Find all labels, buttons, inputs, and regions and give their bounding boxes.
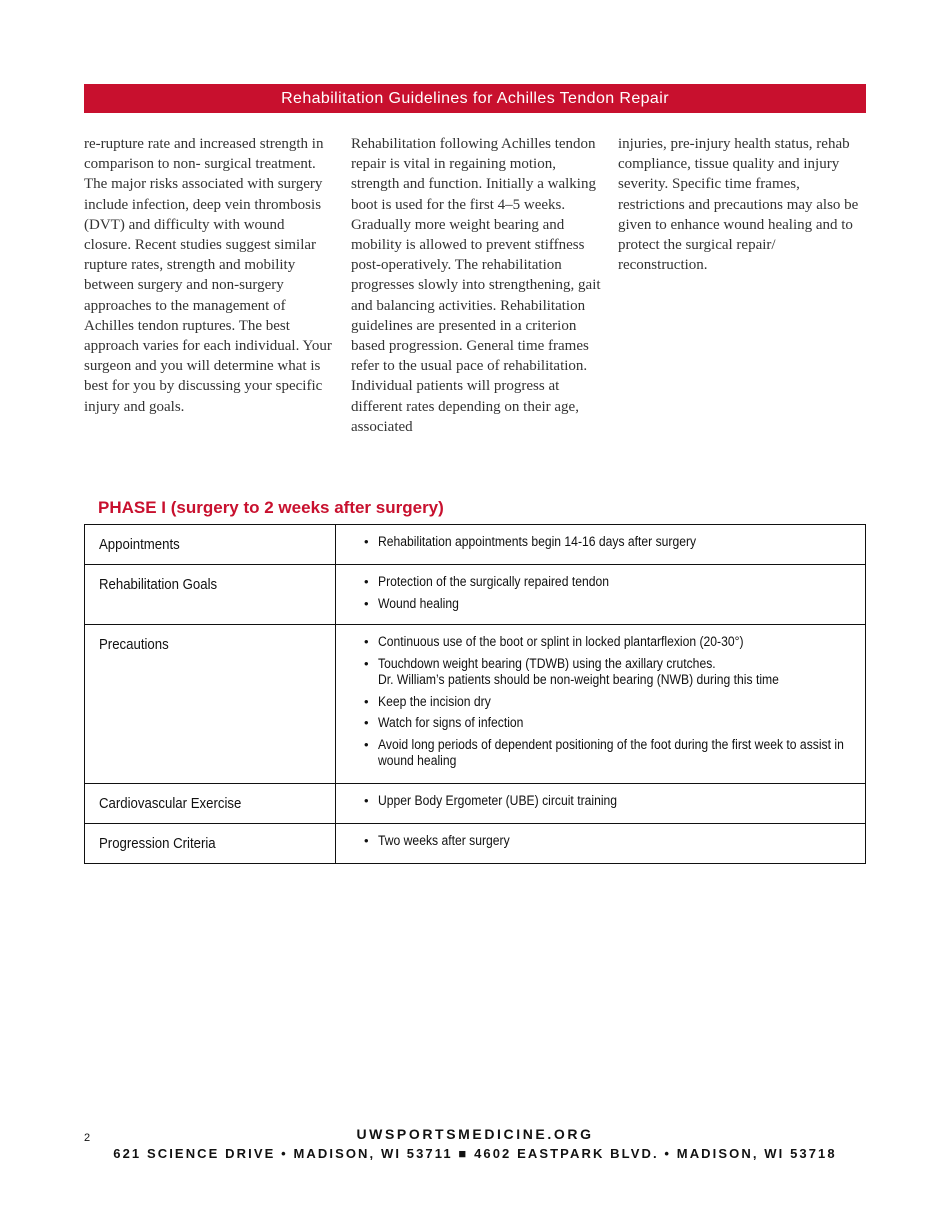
list-item-text: Avoid long periods of dependent positioning of the foot during the first week to assist in wound healing: [378, 736, 844, 768]
table-row: [85, 525, 866, 565]
list-item: [364, 737, 849, 770]
page-number: 2: [84, 1132, 91, 1144]
list-item: [364, 596, 849, 613]
list-item: [364, 833, 849, 850]
list-item: [364, 715, 849, 732]
row-label-cell: [85, 565, 336, 625]
phase-title: PHASE I (surgery to 2 weeks after surgery): [98, 498, 444, 517]
row-content-cell: [336, 565, 866, 625]
list-item-text: Touchdown weight bearing (TDWB) using the axillary crutches. Dr. William’s patients should be non-weight bearing (NWB) during this time: [378, 655, 779, 687]
bullet-list: [364, 534, 849, 551]
row-content-cell: [336, 824, 866, 864]
row-label: Progression Criteria: [99, 835, 216, 852]
list-item-text: Watch for signs of infection: [378, 715, 524, 730]
row-label: Appointments: [99, 536, 180, 553]
table-row: [85, 625, 866, 784]
list-item: [364, 534, 849, 551]
list-item-text: Protection of the surgically repaired tendon: [378, 574, 609, 589]
row-label-cell: [85, 824, 336, 864]
row-content-cell: [336, 625, 866, 784]
list-item-text: Rehabilitation appointments begin 14-16 days after surgery: [378, 534, 697, 549]
list-item-text: Continuous use of the boot or splint in locked plantarflexion (20-30°): [378, 634, 744, 649]
row-content-cell: [336, 525, 866, 565]
intro-paragraph-3: injuries, pre-injury health status, rehab compliance, tissue quality and injury severity. Specific time frames, restrictions and precautions may also be given to enhance wound healing and to protect the surgical repair/ reconstruction.: [618, 136, 859, 274]
bullet-list: [364, 574, 849, 612]
list-item-text: Upper Body Ergometer (UBE) circuit training: [378, 793, 618, 808]
page-header-banner: [84, 84, 866, 113]
list-item-text: Wound healing: [378, 595, 459, 611]
bullet-icon: •: [364, 833, 369, 848]
bullet-icon: •: [364, 655, 369, 671]
list-item: [364, 694, 849, 711]
row-label: Cardiovascular Exercise: [99, 795, 242, 812]
list-item: [364, 793, 849, 810]
list-item-text: Keep the incision dry: [378, 693, 491, 709]
phase-table: [84, 524, 866, 864]
bullet-icon: •: [364, 793, 369, 808]
page-header-title: Rehabilitation Guidelines for Achilles Tendon Repair: [281, 89, 669, 107]
bullet-icon: •: [364, 634, 369, 649]
table-row: [85, 824, 866, 864]
bullet-icon: •: [364, 574, 369, 589]
intro-column-1: [84, 134, 334, 417]
footer-website: UWSPORTSMEDICINE.ORG: [356, 1126, 594, 1142]
row-label-cell: [85, 784, 336, 824]
bullet-list: [364, 793, 849, 810]
bullet-icon: •: [364, 534, 369, 549]
row-content-cell: [336, 784, 866, 824]
intro-column-3: [618, 134, 868, 275]
bullet-list: [364, 634, 849, 770]
table-row: [85, 784, 866, 824]
table-row: [85, 565, 866, 625]
list-item: [364, 634, 849, 651]
footer-address: 621 SCIENCE DRIVE • MADISON, WI 53711 ■ 4602 EASTPARK BLVD. • MADISON, WI 53718: [113, 1146, 837, 1161]
bullet-icon: •: [364, 715, 369, 730]
list-item-text: Two weeks after surgery: [378, 833, 510, 848]
row-label: Rehabilitation Goals: [99, 576, 218, 593]
row-label: Precautions: [99, 636, 169, 653]
intro-column-2: [351, 134, 601, 437]
bullet-icon: •: [364, 736, 369, 752]
bullet-icon: •: [364, 693, 369, 709]
list-item: [364, 656, 849, 689]
row-label-cell: [85, 525, 336, 565]
bullet-list: [364, 833, 849, 850]
phase-table-body: [85, 525, 866, 864]
intro-paragraph-2: Rehabilitation following Achilles tendon repair is vital in regaining motion, strength and function. Initially a walking boot is used for the first 4–5 weeks. Gradually more weight bearing and mobility is allowed to prevent stiffness post-operatively. The rehabilitation progresses slowly into strengthening, gait and balancing activities. Rehabilitation guidelines are presented in a criterion based progression. General time frames refer to the usual pace of rehabilitation. Individual patients will progress at different rates depending on their age, associated: [351, 136, 601, 435]
intro-paragraph-1: re-rupture rate and increased strength in comparison to non- surgical treatment. The major risks associated with surgery include infection, deep vein thrombosis (DVT) and difficulty with wound closure. Recent studies suggest similar rupture rates, strength and mobility between surgery and non-surgery approaches to the management of Achilles tendon ruptures. The best approach varies for each individual. Your surgeon and you will determine what is best for you by discussing your specific injury and goals.: [84, 136, 332, 415]
bullet-icon: •: [364, 595, 369, 611]
row-label-cell: [85, 625, 336, 784]
list-item: [364, 574, 849, 591]
